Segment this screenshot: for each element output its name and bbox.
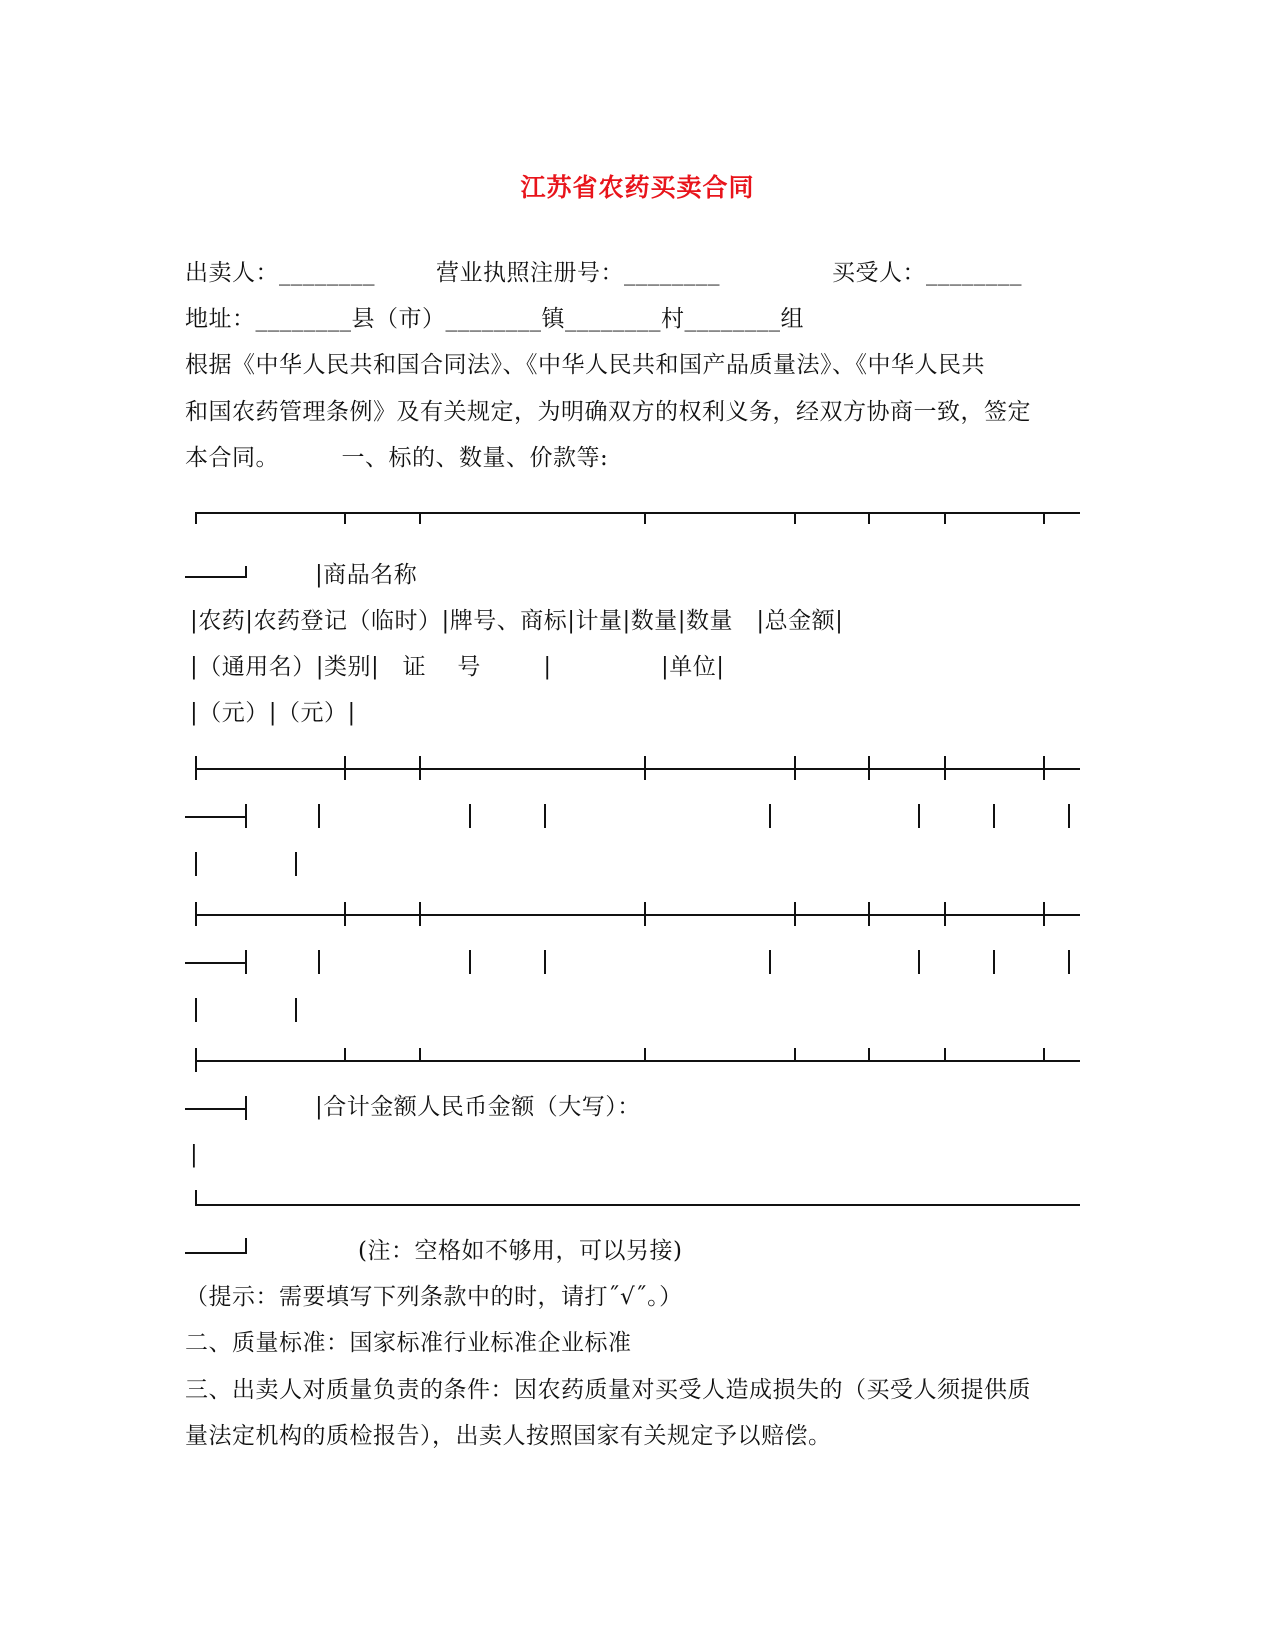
- tick: [868, 902, 870, 926]
- table-top-rule: [195, 512, 1080, 514]
- tick: [344, 512, 346, 524]
- tick: [318, 804, 320, 828]
- tick: [245, 804, 247, 828]
- tick: [245, 950, 247, 974]
- tick: [1043, 512, 1045, 524]
- tick: [644, 756, 646, 780]
- row-end-stub: [185, 816, 247, 818]
- tick: [295, 998, 297, 1022]
- preamble-line-2: 和国农药管理条例》及有关规定，为明确双方的权利义务，经双方协商一致，签定: [185, 399, 1031, 425]
- tick: [419, 902, 421, 926]
- buyer-field: 买受人：________: [832, 260, 1022, 286]
- tick: [944, 902, 946, 926]
- tick: [993, 804, 995, 828]
- tick: [644, 1048, 646, 1060]
- tick: [868, 1048, 870, 1060]
- clause-quality-liability-2: 量法定机构的质检报告），出卖人按照国家有关规定予以赔偿。: [185, 1423, 832, 1449]
- tick: [944, 512, 946, 524]
- tick: [195, 998, 197, 1022]
- tick: [644, 512, 646, 524]
- row-end-stub: [185, 1108, 247, 1110]
- tick: [769, 950, 771, 974]
- row-end-stub: [185, 576, 247, 578]
- tick: [1068, 804, 1070, 828]
- tick: [195, 902, 197, 926]
- tick: [245, 1238, 247, 1254]
- tick: [1043, 1048, 1045, 1060]
- total-amount-label: |合计金额人民币金额（大写）：: [315, 1094, 641, 1120]
- seller-field: 出卖人：________: [185, 260, 375, 286]
- tick: [918, 804, 920, 828]
- tick: [1043, 902, 1045, 926]
- row-end-stub: [185, 962, 247, 964]
- tick: [993, 950, 995, 974]
- head-row-4: |（元）|（元）|: [190, 700, 356, 726]
- tick: [419, 1048, 421, 1060]
- tick: [918, 950, 920, 974]
- tick: [769, 804, 771, 828]
- tick: [419, 756, 421, 780]
- table-bottom-rule: [195, 1204, 1080, 1206]
- head-row-3: |（通用名）|类别| 证 号 | |单位|: [190, 654, 725, 680]
- head-product-name: |商品名称: [315, 562, 418, 588]
- clause-quality-standard: 二、质量标准：国家标准行业标准企业标准: [185, 1330, 632, 1356]
- tick: [944, 1048, 946, 1060]
- tick: [344, 1048, 346, 1060]
- tick: [644, 902, 646, 926]
- hint-text: （提示：需要填写下列条款中的时，请打˝√˝。）: [185, 1284, 683, 1310]
- table-row-rule: [195, 768, 1080, 770]
- head-row-2: |农药|农药登记（临时）|牌号、商标|计量|数量|数量 |总金额|: [190, 608, 844, 634]
- tick: [544, 950, 546, 974]
- total-amount-cont: |: [190, 1142, 199, 1168]
- table-note: (注：空格如不够用，可以另接): [358, 1238, 683, 1264]
- tick: [1043, 756, 1045, 780]
- tick: [195, 852, 197, 876]
- tick: [794, 1048, 796, 1060]
- tick: [245, 566, 247, 578]
- tick: [195, 1048, 197, 1072]
- table-row-rule: [195, 914, 1080, 916]
- tick: [195, 512, 197, 524]
- tick: [344, 902, 346, 926]
- tick: [868, 756, 870, 780]
- tick: [868, 512, 870, 524]
- tick: [195, 1190, 197, 1206]
- clause-quality-liability-1: 三、出卖人对质量负责的条件：因农药质量对买受人造成损失的（买受人须提供质: [185, 1377, 1031, 1403]
- tick: [469, 804, 471, 828]
- tick: [794, 756, 796, 780]
- table-row-rule: [195, 1060, 1080, 1062]
- row-end-stub: [185, 1252, 247, 1254]
- address-field: 地址：________县（市）________镇________村________组: [185, 306, 804, 332]
- tick: [245, 1096, 247, 1120]
- tick: [794, 902, 796, 926]
- tick: [295, 852, 297, 876]
- preamble-line-3: 本合同。 一、标的、数量、价款等:: [185, 445, 609, 471]
- tick: [318, 950, 320, 974]
- tick: [544, 804, 546, 828]
- tick: [419, 512, 421, 524]
- tick: [1068, 950, 1070, 974]
- license-field: 营业执照注册号：________: [436, 260, 720, 286]
- tick: [195, 756, 197, 780]
- tick: [794, 512, 796, 524]
- tick: [344, 756, 346, 780]
- preamble-line-1: 根据《中华人民共和国合同法》、《中华人民共和国产品质量法》、《中华人民共: [185, 352, 985, 378]
- document-title: 江苏省农药买卖合同: [520, 173, 755, 202]
- tick: [469, 950, 471, 974]
- tick: [944, 756, 946, 780]
